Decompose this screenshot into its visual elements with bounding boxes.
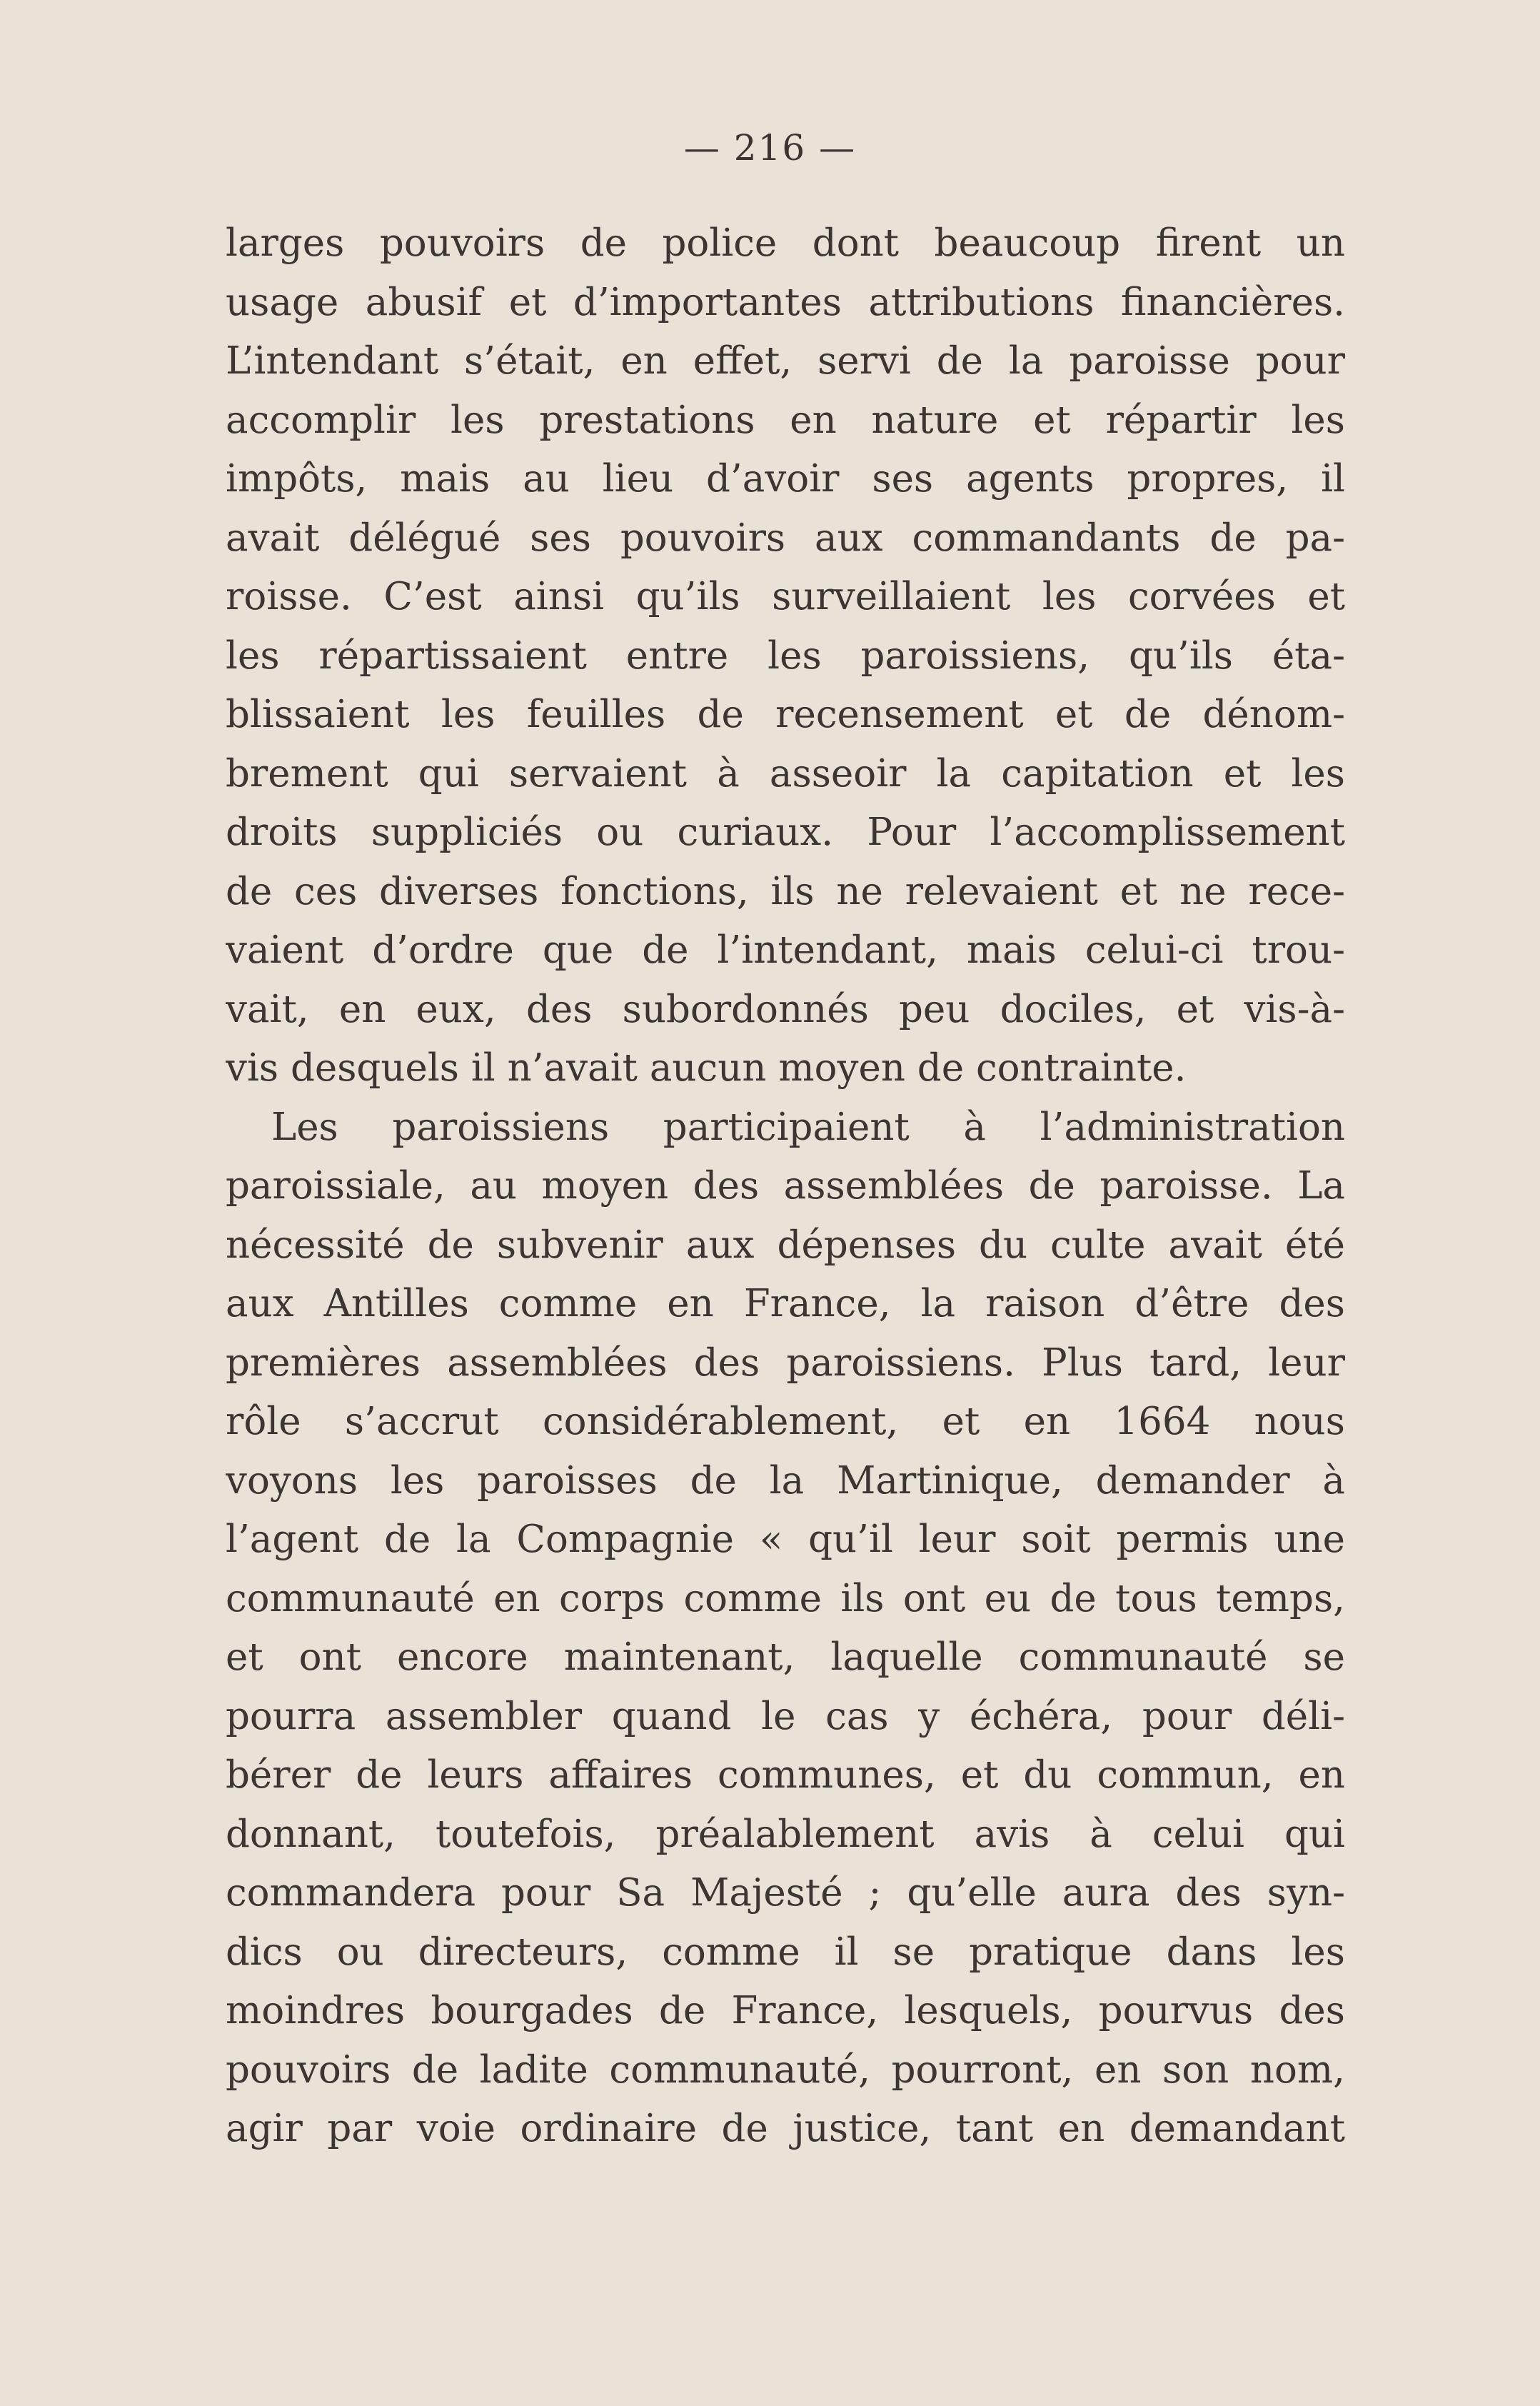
text-line: vait, en eux, des subordonnés peu dociles, et vis-à- [226, 987, 1345, 1031]
text-line: les répartissaient entre les paroissiens, qu’ils éta- [226, 633, 1345, 678]
text-line: avait délégué ses pouvoirs aux commandants de pa- [226, 516, 1345, 560]
text-line: nécessité de subvenir aux dépenses du culte avait été [226, 1223, 1345, 1267]
text-line: dics ou directeurs, comme il se pratique dans les [226, 1930, 1345, 1974]
text-line: premières assemblées des paroissiens. Plus tard, leur [226, 1340, 1345, 1385]
text-line: rôle s’accrut considérablement, et en 1664 nous [226, 1400, 1345, 1443]
text-line: et ont encore maintenant, laquelle communauté se [226, 1635, 1345, 1679]
text-line: usage abusif et d’importantes attributions financières. [226, 280, 1345, 324]
text-line: voyons les paroisses de la Martinique, demander à [226, 1458, 1345, 1503]
text-line: donnant, toutefois, préalablement avis à celui qui [226, 1812, 1345, 1856]
text-line: bérer de leurs affaires communes, et du commun, en [226, 1753, 1345, 1797]
text-line: moindres bourgades de France, lesquels, pourvus des [226, 1989, 1345, 2032]
text-line: brement qui servaient à asseoir la capitation et les [226, 751, 1345, 796]
text-line: l’agent de la Compagnie « qu’il leur soit permis une [226, 1518, 1345, 1561]
text-line: communauté en corps comme ils ont eu de tous temps, [226, 1576, 1345, 1620]
body-text [226, 214, 1345, 2159]
text-line: agir par voie ordinaire de justice, tant en demandant [226, 2107, 1345, 2150]
text-line: pouvoirs de ladite communauté, pourront, en son nom, [226, 2047, 1345, 2092]
text-line: Les paroissiens participaient à l’administration [271, 1105, 1345, 1149]
text-line: aux Antilles comme en France, la raison d’être des [226, 1282, 1345, 1325]
text-line: droits suppliciés ou curiaux. Pour l’accomplissement [226, 811, 1345, 854]
text-line: accomplir les prestations en nature et répartir les [226, 398, 1345, 442]
text-line: impôts, mais au lieu d’avoir ses agents propres, il [226, 457, 1345, 501]
text-line: commandera pour Sa Majesté ; qu’elle aura des syn- [226, 1871, 1345, 1915]
text-line: pourra assembler quand le cas y échéra, pour déli- [226, 1694, 1345, 1738]
text-line: paroissiale, au moyen des assemblées de paroisse. La [226, 1164, 1345, 1208]
text-line: larges pouvoirs de police dont beaucoup firent un [226, 221, 1345, 265]
text-line: L’intendant s’était, en effet, servi de la paroisse pour [226, 339, 1345, 383]
text-line: vis desquels il n’avait aucun moyen de contrainte. [226, 1046, 1187, 1090]
page-number: — 216 — [683, 127, 857, 169]
text-line: vaient d’ordre que de l’intendant, mais celui-ci trou- [226, 928, 1345, 972]
text-line: blissaient les feuilles de recensement et de dénom- [226, 693, 1345, 736]
text-line: roisse. C’est ainsi qu’ils surveillaient les corvées et [226, 575, 1345, 618]
text-line: de ces diverses fonctions, ils ne relevaient et ne rece- [226, 869, 1345, 913]
